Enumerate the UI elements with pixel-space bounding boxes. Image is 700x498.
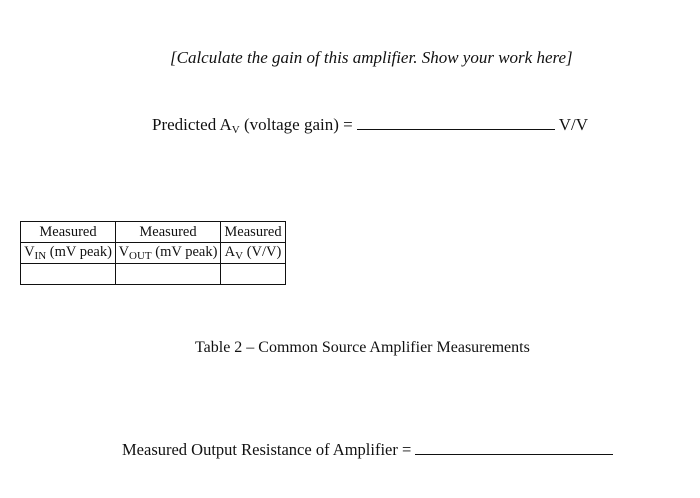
header-measured-3: Measured [221, 222, 286, 243]
header-measured-1: Measured [21, 222, 116, 243]
predicted-gain-blank[interactable] [357, 115, 555, 130]
data-cell-vout[interactable] [116, 264, 221, 285]
instruction-text: [Calculate the gain of this amplifier. Show your work here] [170, 48, 573, 67]
output-resistance-label: Measured Output Resistance of Amplifier = [122, 440, 412, 459]
output-resistance-line [122, 440, 613, 460]
header-vout-rest: (mV peak) [151, 244, 218, 260]
header-vin [21, 243, 116, 264]
predicted-label-subscript: V [231, 124, 240, 136]
header-vin-main: V [24, 244, 35, 260]
predicted-label-suffix: (voltage gain) = [239, 115, 353, 134]
header-vout-main: V [118, 244, 130, 260]
predicted-label-prefix: Predicted A [152, 115, 232, 134]
header-vin-rest: (mV peak) [46, 244, 112, 260]
table-caption: Table 2 – Common Source Amplifier Measurements [195, 339, 530, 356]
table-header-row-quantities [21, 243, 286, 264]
header-av [221, 243, 286, 264]
header-vin-sub: IN [34, 250, 47, 262]
header-vout [116, 243, 221, 264]
data-cell-av[interactable] [221, 264, 286, 285]
table-data-row [21, 264, 286, 285]
measurements-table [20, 221, 286, 285]
output-resistance-blank[interactable] [415, 440, 613, 455]
table-header-row-measured [21, 222, 286, 243]
data-cell-vin[interactable] [21, 264, 116, 285]
header-vout-sub: OUT [129, 250, 152, 262]
header-av-main: A [224, 244, 236, 260]
predicted-unit: V/V [558, 115, 588, 134]
header-av-sub: V [235, 250, 244, 262]
predicted-gain-line [152, 115, 588, 136]
header-measured-2: Measured [116, 222, 221, 243]
header-av-rest: (V/V) [243, 244, 282, 260]
